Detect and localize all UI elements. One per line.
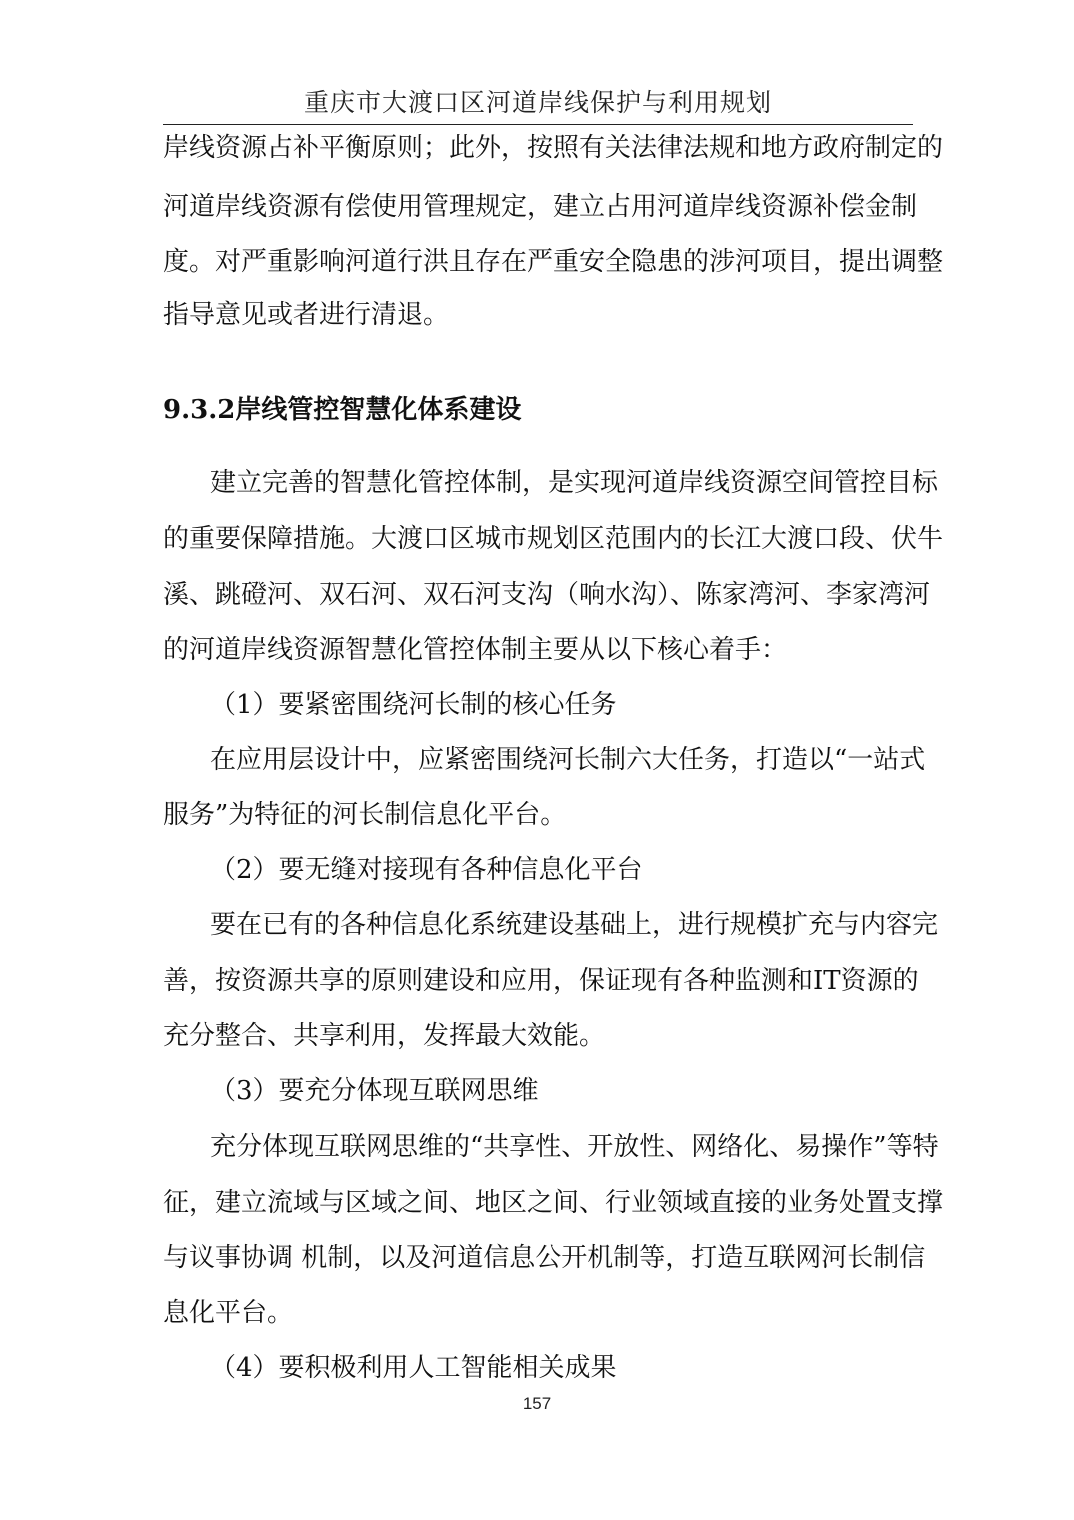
paragraph-line: 岸线资源占补平衡原则；此外，按照有关法律法规和地方政府制定的 (163, 133, 944, 163)
paragraph-line: 服务”为特征的河长制信息化平台。 (163, 800, 567, 830)
paragraph-line: 指导意见或者进行清退。 (163, 300, 450, 330)
paragraph-line: 与议事协调 机制，以及河道信息公开机制等，打造互联网河长制信 (163, 1243, 926, 1273)
page-number: 157 (522, 1394, 552, 1413)
paragraph-line: 在应用层设计中，应紧密围绕河长制六大任务，打造以“一站式 (210, 745, 926, 775)
paragraph-line: 建立完善的智慧化管控体制，是实现河道岸线资源空间管控目标 (210, 468, 939, 498)
paragraph-line: 的河道岸线资源智慧化管控体制主要从以下核心着手： (163, 635, 788, 665)
paragraph-line: 充分体现互联网思维的“共享性、开放性、网络化、易操作”等特 (210, 1132, 939, 1162)
paragraph-line: 息化平台。 (163, 1298, 294, 1328)
list-item-heading: （1）要紧密围绕河长制的核心任务 (210, 690, 617, 720)
list-item-heading: （3）要充分体现互联网思维 (210, 1076, 539, 1106)
paragraph-line: 的重要保障措施。大渡口区城市规划区范围内的长江大渡口段、伏牛 (163, 524, 944, 554)
list-item-heading: （2）要无缝对接现有各种信息化平台 (210, 855, 643, 885)
paragraph-line: 善，按资源共享的原则建设和应用，保证现有各种监测和IT资源的 (163, 966, 919, 996)
paragraph-line: 河道岸线资源有偿使用管理规定，建立占用河道岸线资源补偿金制 (163, 192, 918, 222)
header-rule (163, 124, 913, 125)
running-header: 重庆市大渡口区河道岸线保护与利用规划 (303, 88, 772, 117)
section-heading: 9.3.2岸线管控智慧化体系建设 (163, 395, 522, 425)
list-item-heading: （4）要积极利用人工智能相关成果 (210, 1353, 617, 1383)
paragraph-line: 充分整合、共享利用，发挥最大效能。 (163, 1021, 606, 1051)
paragraph-line: 溪、跳磴河、双石河、双石河支沟（响水沟）、陈家湾河、李家湾河 (163, 580, 931, 610)
paragraph-line: 要在已有的各种信息化系统建设基础上，进行规模扩充与内容完 (210, 910, 939, 940)
paragraph-line: 征，建立流域与区域之间、地区之间、行业领域直接的业务处置支撑 (163, 1188, 944, 1218)
paragraph-line: 度。对严重影响河道行洪且存在严重安全隐患的涉河项目，提出调整 (163, 247, 944, 277)
